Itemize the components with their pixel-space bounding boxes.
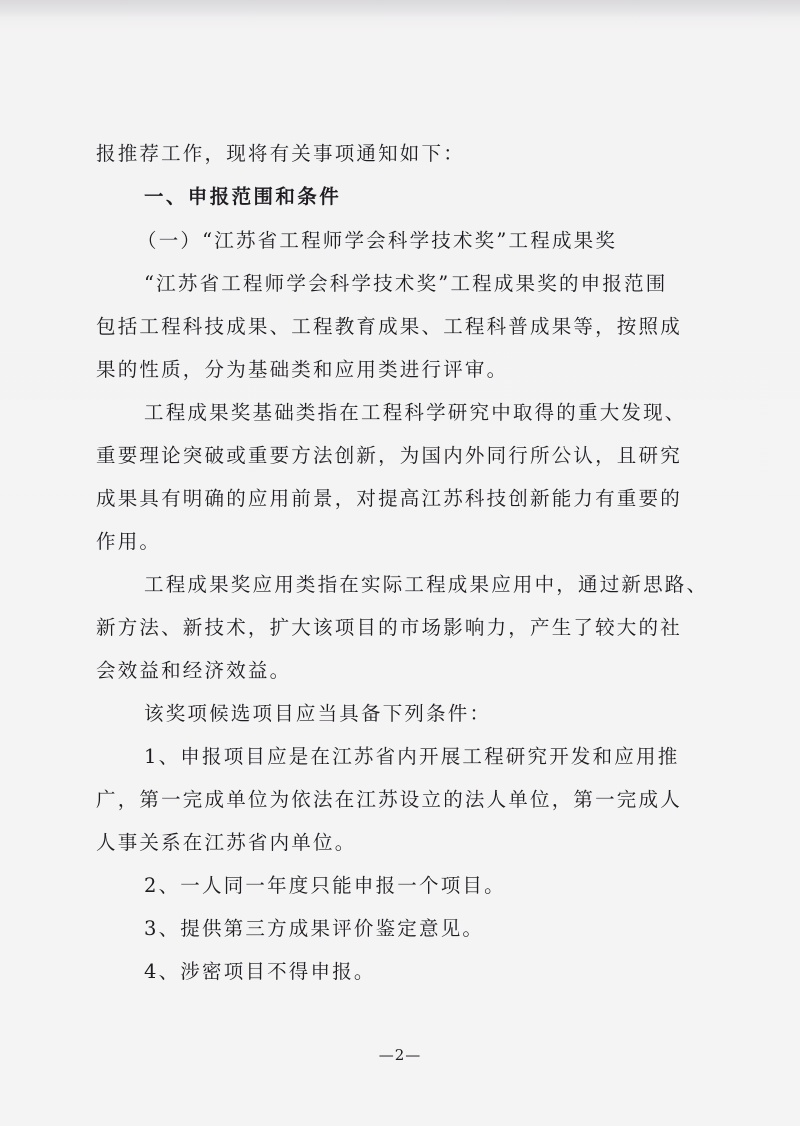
paragraph-line: 新方法、新技术，扩大该项目的市场影响力，产生了较大的社: [96, 616, 682, 639]
paragraph-line: 工程成果奖基础类指在工程科学研究中取得的重大发现、: [144, 401, 687, 424]
paragraph-line: 包括工程科技成果、工程教育成果、工程科普成果等，按照成: [96, 315, 682, 338]
list-item-continuation: 广，第一完成单位为依法在江苏设立的法人单位，第一完成人: [96, 788, 682, 811]
paragraph-line: “江苏省工程师学会科学技术奖”工程成果奖的申报范围: [144, 272, 668, 295]
paragraph-line: 报推荐工作，现将有关事项通知如下：: [96, 142, 465, 165]
list-item: 4、涉密项目不得申报。: [144, 960, 376, 983]
section-heading: 一、申报范围和条件: [144, 185, 342, 208]
paragraph-line: 会效益和经济效益。: [96, 659, 292, 682]
list-item-continuation: 人事关系在江苏省内单位。: [96, 831, 357, 854]
paragraph-line: 该奖项候选项目应当具备下列条件：: [144, 702, 492, 725]
scan-shadow: [0, 0, 800, 18]
page-number: —2—: [378, 1046, 422, 1064]
list-item: 2、一人同一年度只能申报一个项目。: [144, 874, 506, 897]
subsection-heading: （一）“江苏省工程师学会科学技术奖”工程成果奖: [137, 229, 618, 252]
paragraph-line: 工程成果奖应用类指在实际工程成果应用中，通过新思路、: [144, 573, 709, 596]
list-item: 3、提供第三方成果评价鉴定意见。: [144, 917, 485, 940]
paragraph-line: 作用。: [96, 530, 162, 553]
paragraph-line: 果的性质，分为基础类和应用类进行评审。: [96, 358, 509, 381]
paragraph-line: 重要理论突破或重要方法创新，为国内外同行所公认，且研究: [96, 444, 682, 467]
list-item: 1、申报项目应是在江苏省内开展工程研究开发和应用推: [144, 745, 680, 768]
paragraph-line: 成果具有明确的应用前景，对提高江苏科技创新能力有重要的: [96, 487, 682, 510]
